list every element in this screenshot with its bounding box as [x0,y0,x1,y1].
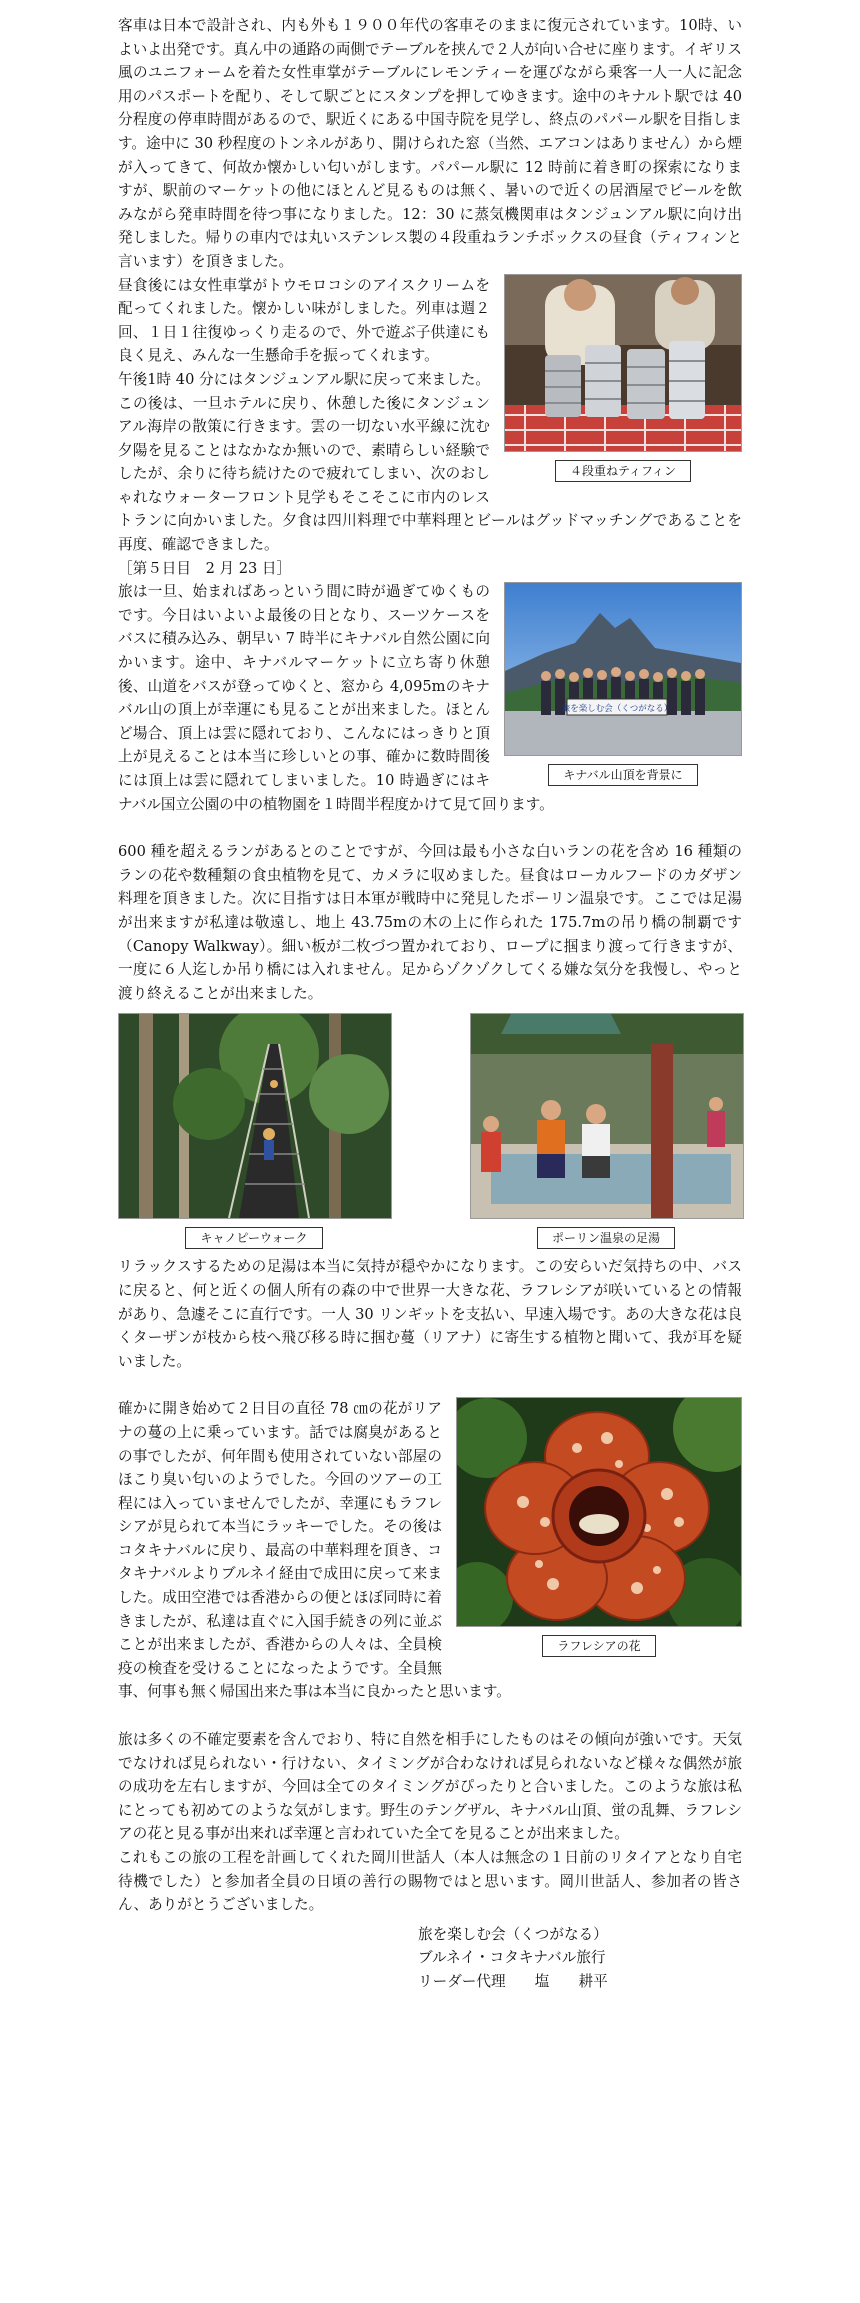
paragraph-last-day: 旅は一旦、始まればあっという間に時が過ぎてゆくものです。今日はいよいよ最後の日となり、スーツケースをバスに積み込み、朝早い 7 時半にキナバル自然公園に向かいます。途中、キナバルマーケットに立ち寄り休憩後、山道をバスが登ってゆくと、窓から 4,095mのキナバル山の頂上が幸運にも見ることが出来ました。ほとんど場合、頂上は雲に隠れており、こんなにはっきりと頂上が見えることは本当に珍しいとの事、確かに数時間後には頂上は雲に隠れてしまいました。10 時過ぎにはキナバル国立公園の中の植物園を１時間半程度かけて見て回ります。 [118,583,554,813]
poring-image [471,1014,743,1218]
banner-text: 旅を楽しむ会（くつがなる） [561,704,673,715]
paragraph-orchids-canopy: 600 種を超えるランがあるとのことですが、今回は最も小さな白いランの花を含め 16 種類のランの花や数種類の食虫植物を見て、カメラに収めました。昼食はローカルフードのカダザン料理を頂きました。次に目指すは日本軍が戦時中に発見したポーリン温泉です。ここでは足湯が出来ますが私達は敬遠し、地上 43.75mの木の上に作られた 175.7mの吊り橋の制覇です（Canopy Walkway）。細い板が二枚づつ置かれており、ロープに掴まり渡って行きますが、一度に６人迄しか吊り橋には入れません。足からゾクゾクしてくる嫌な気分を我慢し、やっと渡り終えることが出来ました。 [118,843,742,1002]
paragraph-rafflesia-intro: リラックスするための足湯は本当に気持が穏やかになります。この安らいだ気持ちの中、バスに戻ると、何と近くの個人所有の森の中で世界一大きな花、ラフレシアが咲いているとの情報があり、急遽そこに直行です。一人 30 リンギットを支払い、早速入場です。あの大きな花は良くターザンが枝から枝へ飛び移る時に掴む蔓（リアナ）に寄生する植物と聞いて、我が耳を疑いました。 [118,1258,742,1370]
rafflesia-image [457,1398,741,1626]
photo-kinabalu [504,582,742,756]
signature-trip: ブルネイ・コタキナバル旅行 [418,1949,606,1967]
figure-canopy [118,1013,390,1249]
caption-tiffin: ４段重ねティフィン [555,460,691,482]
figure-rafflesia [456,1397,742,1657]
signature-author: リーダー代理 塩 耕平 [418,1972,608,1990]
figure-tiffin [504,274,742,482]
photo-canopy [118,1013,392,1219]
caption-kinabalu: キナバル山頂を背景に [548,764,697,786]
canopy-image [119,1014,391,1218]
photo-tiffin [504,274,742,452]
paragraph-ice-cream: 昼食後には女性車掌がトウモロコシのアイスクリームを配ってくれました。懐かしい味がしました。列車は週２回、１日１往復ゆっくり走るので、外で遊ぶ子供達にも良く見え、みんな一生懸命手を振ってくれます。 [118,276,490,365]
paragraph-rafflesia-return: 確かに開き始めて２日目の直径 78 ㎝の花がリアナの蔓の上に乗っています。話では腐臭があるとの事でしたが、何年間も使用されていない部屋のほこり臭い匂いのようでした。今回のツアーの工程には入っていませんでしたが、幸運にもラフレシアが見られて本当にラッキーでした。その後はコタキナバルに戻り、最高の中華料理を頂き、コタキナバルよりブルネイ経由で成田に戻って来ました。成田空港では香港からの便とほぼ同時に着きましたが、私達は直ぐに入国手続きの列に並ぶことが出来ましたが、香港からの人々は、全員検疫の検査を受けることになったようです。全員無事、何事も無く帰国出来た事は本当に良かったと思います。 [118,1400,511,1701]
photo-poring [470,1013,744,1219]
signature-group: 旅を楽しむ会（くつがなる） [418,1925,608,1943]
caption-poring: ポーリン温泉の足湯 [537,1227,675,1249]
paragraph-reflection: 旅は多くの不確定要素を含んでおり、特に自然を相手にしたものはその傾向が強いです。天気でなければ見られない・行けない、タイミングが合わなければ見られないなど様々な偶然が旅の成功を左右しますが、今回は全てのタイミングがぴったりと合いました。このような旅は私にとっても初めてのような気がします。野生のテングザル、キナバル山頂、蛍の乱舞、ラフレシアの花と見る事が出来れば幸運と言われていた全てを見ることが出来ました。 [118,1731,742,1843]
document-page [118,14,742,1994]
paragraph-thanks: これもこの旅の工程を計画してくれた岡川世話人（本人は無念の１日前のリタイアとなり自宅待機でした）と参加者全員の日頃の善行の賜物ではと思います。岡川世話人、参加者の皆さん、ありがとうございました。 [118,1849,742,1914]
photo-rafflesia [456,1397,742,1627]
paragraph-train-ride: 客車は日本で設計され、内も外も１９００年代の客車そのままに復元されています。10時、いよいよ出発です。真ん中の通路の両側でテーブルを挟んで２人が向い合せに座ります。イギリス風のユニフォームを着た女性車掌がテーブルにレモンティーを運びながら乗客一人一人に記念用のパスポートを配り、そして駅ごとにスタンプを押してゆきます。途中のキナルト駅では 40 分程度の停車時間があるので、駅近くにある中国寺院を見学し、終点のパパール駅を目指します。途中に 30 秒程度のトンネルがあり、開けられた窓（当然、エアコンはありません）から煙が入ってきて、何故か懐かしい匂いがします。パパール駅に 12 時前に着き町の探索になりますが、駅前のマーケットの他にほとんど見るものは無く、暑いので近くの居酒屋でビールを飲みながら発車時間を待つ事になりました。12：30 に蒸気機関車はタンジュンアル駅に向け出発しました。帰りの車内では丸いステンレス製の４段重ねランチボックスの昼食（ティフィンと言います）を頂きました。 [118,17,742,270]
paragraph-afternoon: 午後1時 40 分にはタンジュンアル駅に戻って来ました。この後は、一旦ホテルに戻り、休憩した後にタンジュンアル海岸の散策に行きます。雲の一切ない水平線に沈む夕陽を見ることはなかなか無いので、素晴らしい経験でしたが、余りに待ち続けたので疲れてしまい、次のおしゃれなウォーターフロント見学もそこそこに市内のレストランに向かいました。夕食は四川料理で中華料理とビールはグッドマッチングであることを再度、確認できました。 [118,370,742,554]
figure-kinabalu [504,582,742,786]
figure-poring [470,1013,742,1249]
signature-block [418,1923,742,1994]
day-heading: ［第５日目 2 月 23 日］ [118,559,292,577]
tiffin-image [505,275,741,451]
caption-rafflesia: ラフレシアの花 [542,1635,655,1657]
photo-row [118,1013,742,1249]
caption-canopy: キャノピーウォーク [185,1227,322,1249]
kinabalu-image [505,583,741,755]
